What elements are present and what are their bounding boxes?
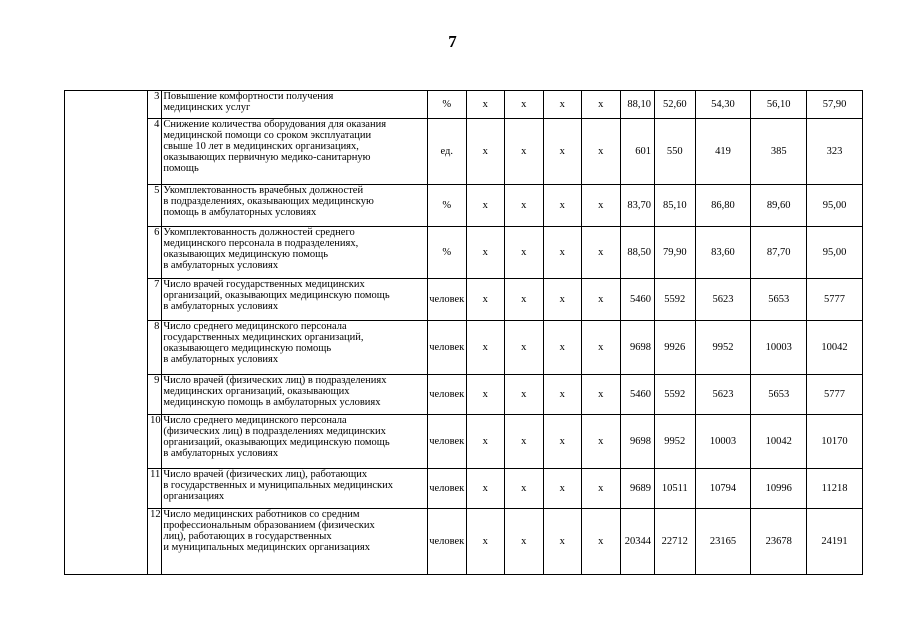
value-cell: 5653 [751, 375, 807, 415]
not-applicable-cell: х [543, 469, 582, 509]
not-applicable-cell: х [582, 119, 621, 185]
not-applicable-cell: х [505, 321, 544, 375]
value-cell: 5653 [751, 279, 807, 321]
not-applicable-cell: х [543, 91, 582, 119]
indicator-name: Повышение комфортности получения медицинских услуг [162, 91, 428, 119]
row-number: 11 [148, 469, 162, 509]
value-cell: 10996 [751, 469, 807, 509]
value-cell: 5623 [695, 375, 751, 415]
value-cell: 87,70 [751, 227, 807, 279]
not-applicable-cell: х [466, 91, 505, 119]
value-cell: 20344 [620, 509, 654, 575]
not-applicable-cell: х [543, 119, 582, 185]
value-cell: 9926 [655, 321, 696, 375]
not-applicable-cell: х [582, 375, 621, 415]
page-number: 7 [448, 32, 457, 51]
not-applicable-cell: х [582, 415, 621, 469]
row-number: 4 [148, 119, 162, 185]
not-applicable-cell: х [466, 375, 505, 415]
value-cell: 52,60 [655, 91, 696, 119]
row-number: 7 [148, 279, 162, 321]
unit-cell: человек [427, 321, 466, 375]
value-cell: 5777 [807, 375, 863, 415]
not-applicable-cell: х [543, 185, 582, 227]
not-applicable-cell: х [582, 227, 621, 279]
value-cell: 83,60 [695, 227, 751, 279]
value-cell: 95,00 [807, 185, 863, 227]
not-applicable-cell: х [466, 321, 505, 375]
unit-cell: человек [427, 469, 466, 509]
indicator-name: Число медицинских работников со средним профессиональным образованием (физических лиц), работающих в государственных и муниципальных медицинских организациях [162, 509, 428, 575]
not-applicable-cell: х [543, 415, 582, 469]
not-applicable-cell: х [505, 509, 544, 575]
value-cell: 79,90 [655, 227, 696, 279]
table-row [65, 375, 863, 415]
not-applicable-cell: х [505, 227, 544, 279]
indicator-name: Число среднего медицинского персонала государственных медицинских организаций, оказывающего медицинскую помощь в амбулаторных условиях [162, 321, 428, 375]
not-applicable-cell: х [582, 279, 621, 321]
not-applicable-cell: х [582, 185, 621, 227]
unit-cell: человек [427, 415, 466, 469]
value-cell: 23165 [695, 509, 751, 575]
table-row [65, 227, 863, 279]
value-cell: 5460 [620, 279, 654, 321]
row-number: 12 [148, 509, 162, 575]
indicator-name: Число врачей (физических лиц) в подразделениях медицинских организаций, оказывающих медицинскую помощь в амбулаторных условиях [162, 375, 428, 415]
not-applicable-cell: х [505, 469, 544, 509]
section-cell [65, 91, 148, 575]
value-cell: 9952 [655, 415, 696, 469]
not-applicable-cell: х [505, 91, 544, 119]
value-cell: 22712 [655, 509, 696, 575]
not-applicable-cell: х [505, 279, 544, 321]
value-cell: 83,70 [620, 185, 654, 227]
not-applicable-cell: х [466, 415, 505, 469]
value-cell: 5623 [695, 279, 751, 321]
value-cell: 10511 [655, 469, 696, 509]
value-cell: 10042 [751, 415, 807, 469]
indicator-name: Укомплектованность врачебных должностей в подразделениях, оказывающих медицинскую помощь в амбулаторных условиях [162, 185, 428, 227]
not-applicable-cell: х [582, 509, 621, 575]
value-cell: 88,50 [620, 227, 654, 279]
value-cell: 9698 [620, 321, 654, 375]
value-cell: 5592 [655, 375, 696, 415]
indicators-table [64, 90, 863, 575]
not-applicable-cell: х [543, 509, 582, 575]
value-cell: 23678 [751, 509, 807, 575]
not-applicable-cell: х [466, 509, 505, 575]
table-row [65, 91, 863, 119]
table-row [65, 415, 863, 469]
value-cell: 86,80 [695, 185, 751, 227]
indicator-name: Число среднего медицинского персонала (физических лиц) в подразделениях медицинских организаций, оказывающих медицинскую помощь в амбулаторных условиях [162, 415, 428, 469]
row-number: 3 [148, 91, 162, 119]
value-cell: 85,10 [655, 185, 696, 227]
not-applicable-cell: х [505, 185, 544, 227]
unit-cell: % [427, 227, 466, 279]
not-applicable-cell: х [543, 375, 582, 415]
not-applicable-cell: х [505, 375, 544, 415]
unit-cell: ед. [427, 119, 466, 185]
value-cell: 9952 [695, 321, 751, 375]
value-cell: 11218 [807, 469, 863, 509]
row-number: 6 [148, 227, 162, 279]
value-cell: 88,10 [620, 91, 654, 119]
row-number: 8 [148, 321, 162, 375]
value-cell: 89,60 [751, 185, 807, 227]
not-applicable-cell: х [466, 279, 505, 321]
value-cell: 5777 [807, 279, 863, 321]
not-applicable-cell: х [505, 119, 544, 185]
value-cell: 10003 [751, 321, 807, 375]
value-cell: 10003 [695, 415, 751, 469]
unit-cell: % [427, 185, 466, 227]
indicator-name: Снижение количества оборудования для оказания медицинской помощи со сроком эксплуатации свыше 10 лет в медицинских организациях, оказывающих первичную медико-санитарную помощь [162, 119, 428, 185]
not-applicable-cell: х [505, 415, 544, 469]
table-row [65, 321, 863, 375]
value-cell: 10042 [807, 321, 863, 375]
not-applicable-cell: х [582, 469, 621, 509]
value-cell: 57,90 [807, 91, 863, 119]
value-cell: 5592 [655, 279, 696, 321]
not-applicable-cell: х [543, 321, 582, 375]
value-cell: 419 [695, 119, 751, 185]
not-applicable-cell: х [466, 185, 505, 227]
indicator-name: Число врачей государственных медицинских организаций, оказывающих медицинскую помощь в амбулаторных условиях [162, 279, 428, 321]
value-cell: 5460 [620, 375, 654, 415]
table-row [65, 185, 863, 227]
table-row [65, 279, 863, 321]
row-number: 5 [148, 185, 162, 227]
value-cell: 323 [807, 119, 863, 185]
unit-cell: человек [427, 375, 466, 415]
value-cell: 10170 [807, 415, 863, 469]
indicator-name: Укомплектованность должностей среднего медицинского персонала в подразделениях, оказывающих медицинскую помощь в амбулаторных условиях [162, 227, 428, 279]
value-cell: 9698 [620, 415, 654, 469]
unit-cell: человек [427, 279, 466, 321]
row-number: 9 [148, 375, 162, 415]
value-cell: 54,30 [695, 91, 751, 119]
value-cell: 550 [655, 119, 696, 185]
value-cell: 95,00 [807, 227, 863, 279]
value-cell: 601 [620, 119, 654, 185]
value-cell: 10794 [695, 469, 751, 509]
table-row [65, 469, 863, 509]
not-applicable-cell: х [582, 91, 621, 119]
not-applicable-cell: х [466, 227, 505, 279]
indicator-name: Число врачей (физических лиц), работающих в государственных и муниципальных медицинских организациях [162, 469, 428, 509]
table-row [65, 509, 863, 575]
value-cell: 56,10 [751, 91, 807, 119]
value-cell: 24191 [807, 509, 863, 575]
not-applicable-cell: х [543, 227, 582, 279]
not-applicable-cell: х [543, 279, 582, 321]
value-cell: 9689 [620, 469, 654, 509]
unit-cell: % [427, 91, 466, 119]
not-applicable-cell: х [582, 321, 621, 375]
not-applicable-cell: х [466, 469, 505, 509]
not-applicable-cell: х [466, 119, 505, 185]
unit-cell: человек [427, 509, 466, 575]
row-number: 10 [148, 415, 162, 469]
value-cell: 385 [751, 119, 807, 185]
table-row [65, 119, 863, 185]
